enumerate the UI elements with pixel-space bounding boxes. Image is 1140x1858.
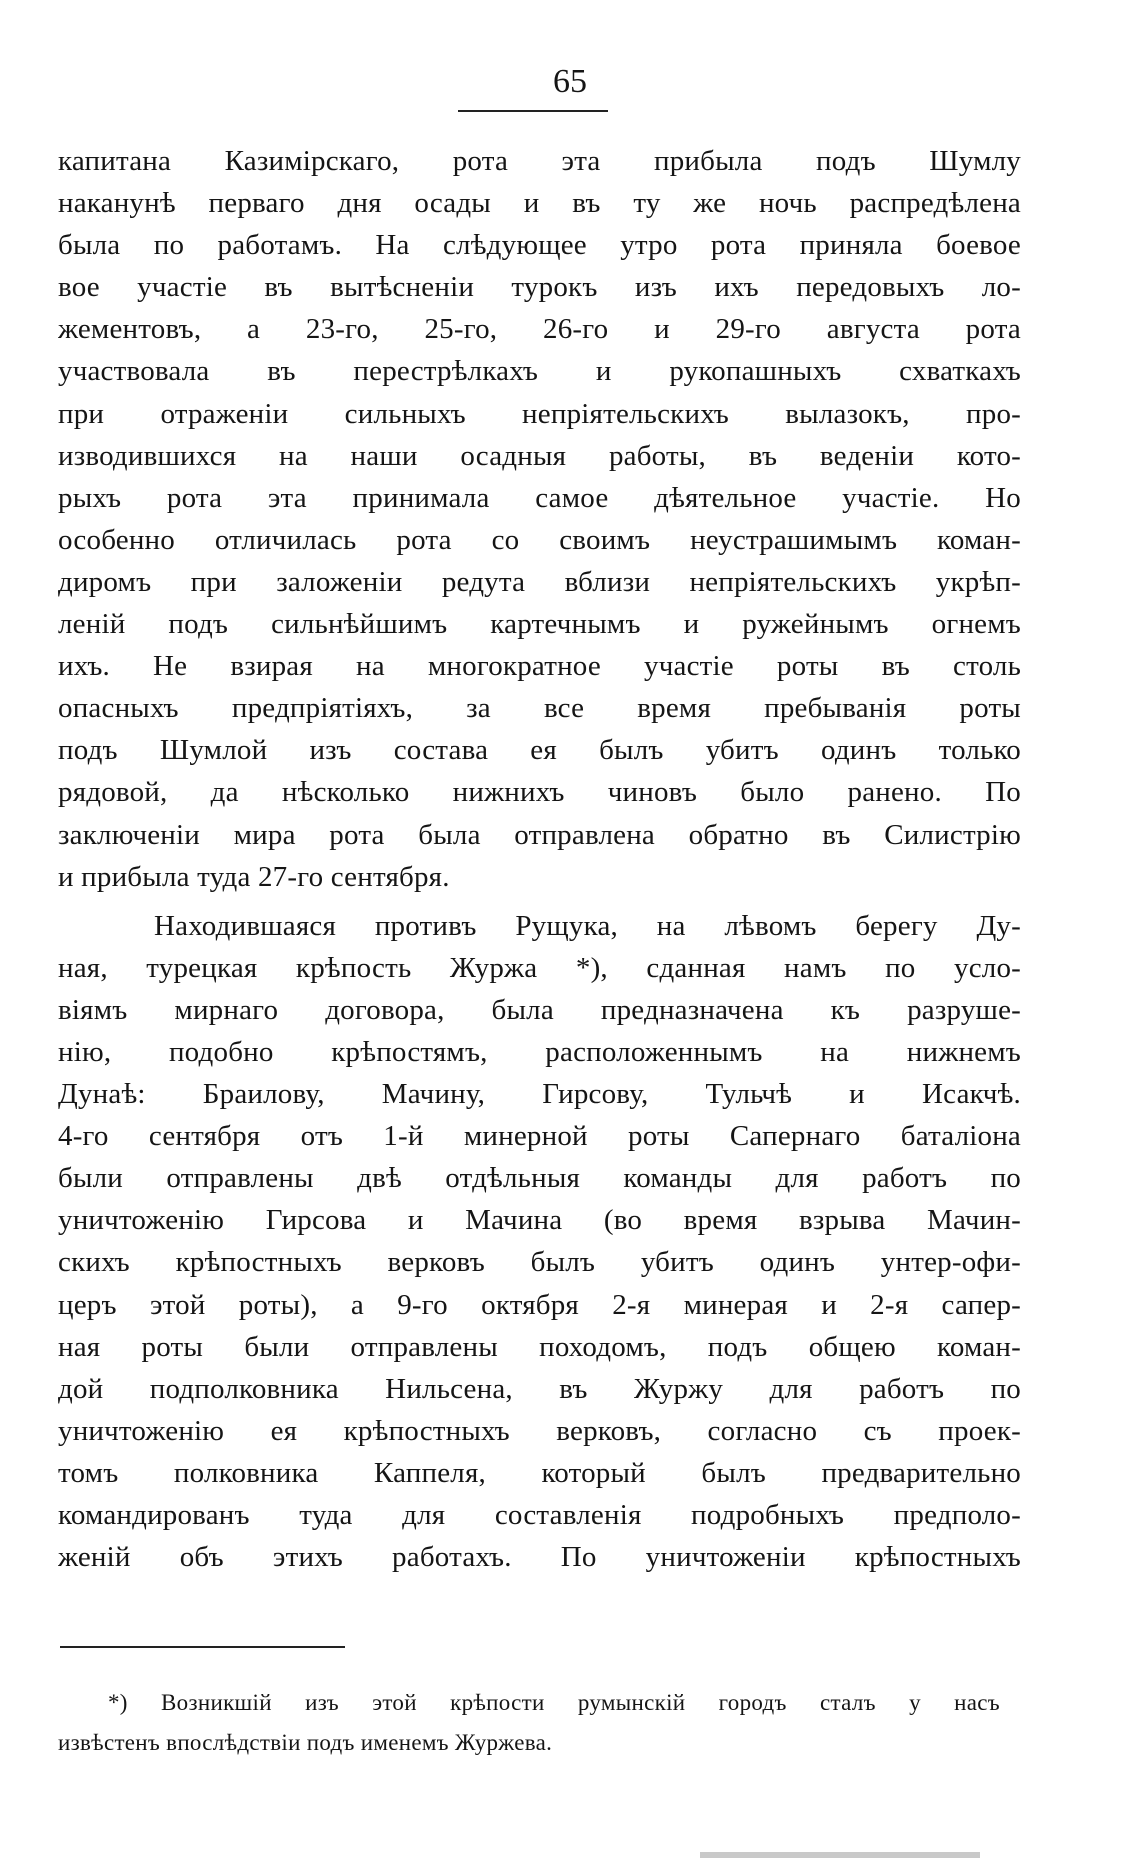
page-number-rule: [458, 110, 608, 112]
footnote-rule: [60, 1646, 345, 1648]
text-line: вое участіе въ вытѣсненіи турокъ изъ ихъ передовыхъ ло-: [58, 271, 1021, 304]
text-line: 4-го сентября отъ 1-й минерной роты Сапернаго баталіона: [58, 1120, 1021, 1153]
footnote-line: *) Возникшій изъ этой крѣпости румынскій городъ сталъ у насъ: [108, 1690, 1000, 1715]
text-line: ная роты были отправлены походомъ, подъ общею коман-: [58, 1330, 1021, 1363]
page-number: 65: [553, 63, 587, 100]
text-line: была по работамъ. На слѣдующее утро рота приняла боевое: [58, 229, 1021, 262]
text-line: особенно отличилась рота со своимъ неустрашимымъ коман-: [58, 523, 1021, 556]
text-line: и прибыла туда 27-го сентября.: [58, 860, 450, 893]
text-line: ная, турецкая крѣпость Журжа *), сданная намъ по усло-: [58, 951, 1021, 984]
footnote: [58, 1683, 1000, 1763]
text-line: нію, подобно крѣпостямъ, расположеннымъ на нижнемъ: [58, 1035, 1021, 1068]
text-line: были отправлены двѣ отдѣльныя команды для работъ по: [58, 1162, 1021, 1195]
paragraph-start-line: Находившаяся противъ Рущука, на лѣвомъ берегу Ду-: [154, 909, 1021, 942]
text-line: леній подъ сильнѣйшимъ картечнымъ и ружейнымъ огнемъ: [58, 608, 1021, 641]
text-line: Дунаѣ: Браилову, Мачину, Гирсову, Тульчѣ и Исакчѣ.: [58, 1078, 1021, 1111]
text-line: при отраженіи сильныхъ непріятельскихъ вылазокъ, про-: [58, 397, 1021, 430]
text-line: женій объ этихъ работахъ. По уничтоженіи крѣпостныхъ: [58, 1541, 1021, 1574]
text-line: опасныхъ предпріятіяхъ, за все время пребыванія роты: [58, 692, 1021, 725]
text-line: томъ полковника Каппеля, который былъ предварительно: [58, 1456, 1021, 1489]
text-line: рыхъ рота эта принимала самое дѣятельное участіе. Но: [58, 481, 1021, 514]
text-line: церъ этой роты), а 9-го октября 2-я минерая и 2-я сапер-: [58, 1288, 1021, 1321]
text-line: диромъ при заложеніи редута вблизи непріятельскихъ укрѣп-: [58, 565, 1021, 598]
text-line: участвовала въ перестрѣлкахъ и рукопашныхъ схваткахъ: [58, 355, 1021, 388]
text-line: изводившихся на наши осадныя работы, въ веденіи кото-: [58, 439, 1021, 472]
text-line: ихъ. Не взирая на многократное участіе роты въ столь: [58, 650, 1021, 683]
text-line: жементовъ, а 23-го, 25-го, 26-го и 29-го августа рота: [58, 313, 1021, 346]
text-line: скихъ крѣпостныхъ верковъ былъ убитъ одинъ унтер-офи-: [58, 1246, 1021, 1279]
body-text: [58, 140, 1021, 1578]
text-line: командированъ туда для составленія подробныхъ предполо-: [58, 1499, 1021, 1531]
text-line: віямъ мирнаго договора, была предназначена къ разруше-: [58, 993, 1021, 1026]
text-line: уничтоженію ея крѣпостныхъ верковъ, согласно съ проек-: [58, 1414, 1021, 1447]
text-line: подъ Шумлой изъ состава ея былъ убитъ одинъ только: [58, 734, 1021, 767]
text-line: капитана Казимірскаго, рота эта прибыла подъ Шумлу: [58, 145, 1021, 177]
text-line: дой подполковника Нильсена, въ Журжу для работъ по: [58, 1372, 1021, 1405]
footnote-line: извѣстенъ впослѣдствіи подъ именемъ Журжева.: [58, 1730, 553, 1755]
text-line: наканунѣ перваго дня осады и въ ту же ночь распредѣлена: [58, 187, 1021, 220]
text-line: рядовой, да нѣсколько нижнихъ чиновъ было ранено. По: [58, 776, 1021, 809]
scan-edge-mark: [700, 1852, 980, 1858]
text-line: уничтоженію Гирсова и Мачина (во время взрыва Мачин-: [58, 1204, 1021, 1237]
text-line: заключеніи мира рота была отправлена обратно въ Силистрію: [58, 818, 1021, 851]
